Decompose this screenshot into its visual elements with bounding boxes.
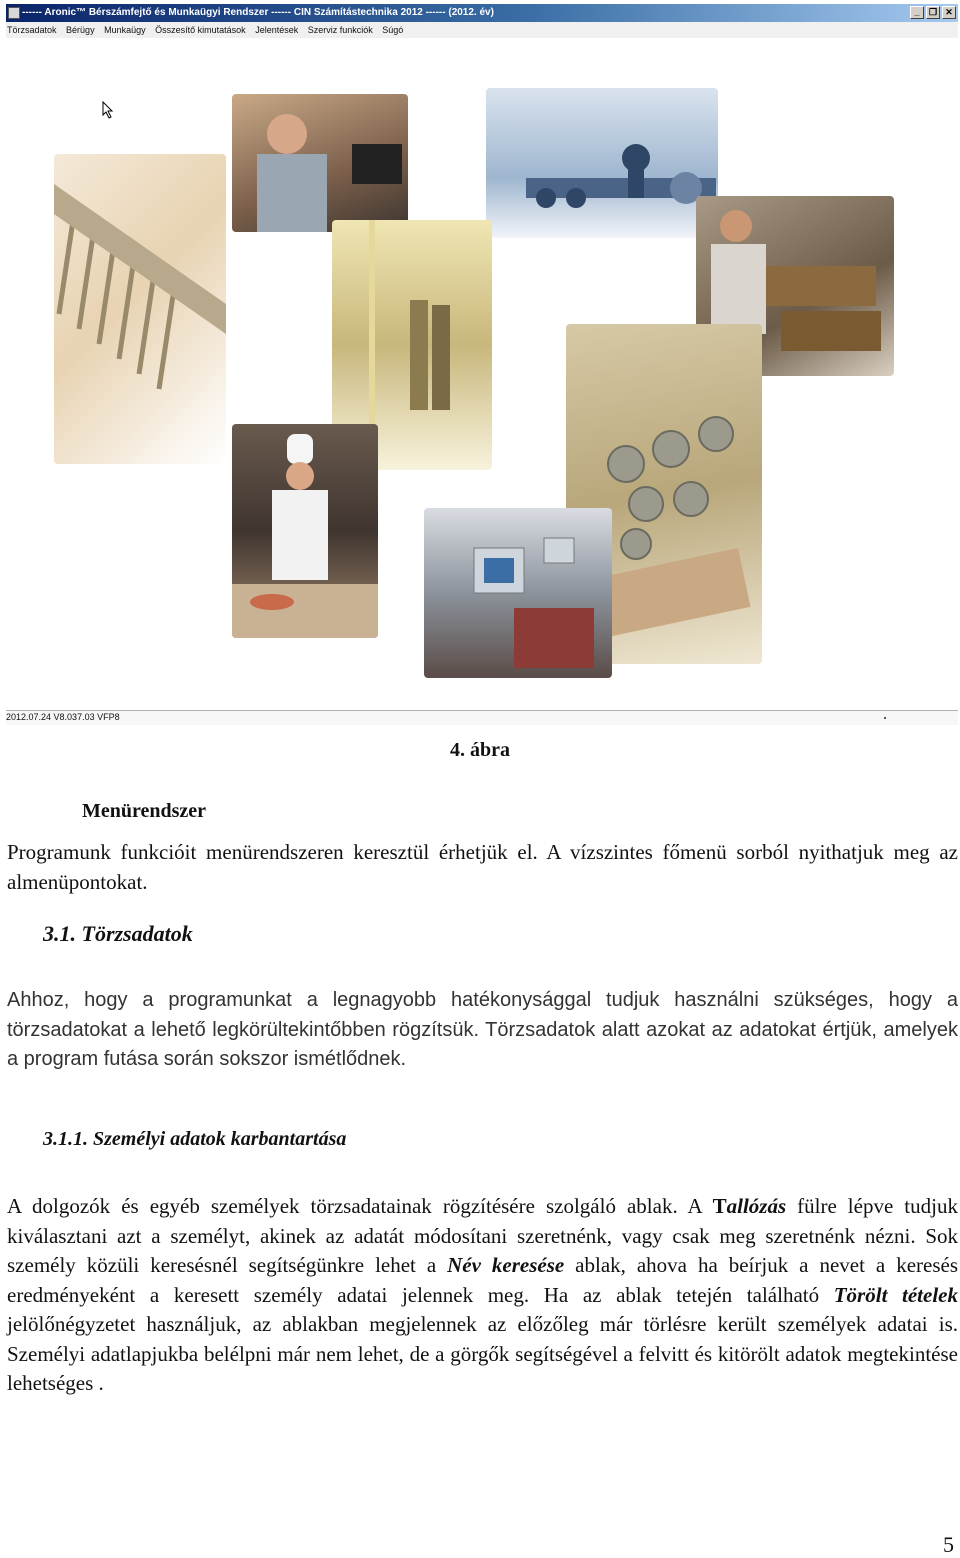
text-run: jelölőnégyzetet használjuk, az ablakban megjelennek az előzőleg már törlésre került személyek adatai is. Személyi adatlapjukba belélpni már nem lehet, de a görgők segítségével a felvitt és kitörölt adatok megtekintése lehetséges .: [7, 1312, 958, 1395]
close-button[interactable]: ✕: [942, 6, 956, 19]
figure-caption: 4. ábra: [450, 739, 510, 761]
section-heading-torzsadatok: 3.1. Törzsadatok: [43, 921, 193, 946]
circuit-chip-photo: [54, 154, 226, 464]
man-at-computer-photo: [232, 94, 408, 232]
page-number: 5: [943, 1532, 954, 1557]
app-icon: [8, 7, 20, 19]
menu-osszesito-kimutatasok[interactable]: Összesítő kimutatások: [155, 25, 246, 35]
app-screenshot: [6, 4, 958, 724]
menu-munkaugy[interactable]: Munkaügy: [104, 25, 146, 35]
subsection-heading-szemelyi-adatok: 3.1.1. Személyi adatok karbantartása: [43, 1128, 347, 1150]
window-titlebar: [6, 4, 958, 22]
emphasis-tallozas: allózás: [726, 1194, 787, 1218]
status-version-text: 2012.07.24 V8.037.03 VFP8: [6, 712, 120, 722]
paragraph-menu: Programunk funkcióit menürendszeren keresztül érhetjük el. A vízszintes főmenü sorból nyithatjuk meg az almenüpontokat.: [7, 840, 958, 894]
heading-menurendszer: Menürendszer: [82, 800, 207, 822]
minimize-button[interactable]: _: [910, 6, 924, 19]
computer-room-photo: [424, 508, 612, 678]
chef-photo: [232, 424, 378, 638]
emphasis-torolt-tetelek: Törölt tételek: [833, 1282, 958, 1307]
paragraph-torzsadatok: Ahhoz, hogy a programunkat a legnagyobb hatékonysággal tudjuk használni szükséges, hogy a törzsadatokat a lehető legkörültekintőbben rögzítsük. Törzsadatok alatt azokat az adatokat értjük, amelyek a program futása során sokszor ismétlődnek.: [7, 989, 958, 1070]
menu-szerviz-funkciok[interactable]: Szerviz funkciók: [307, 25, 373, 35]
status-dot: [884, 717, 886, 719]
emphasis-t: T: [712, 1194, 727, 1218]
text-run: A dolgozók és egyéb személyek törzsadatainak rögzítésére szolgáló ablak. A: [7, 1194, 713, 1218]
menu-sugo[interactable]: Súgó: [382, 25, 404, 35]
mouse-cursor-icon: [102, 101, 114, 119]
text-run: fülre lépve tudjuk kiválasztani azt a személyt, akinek az adatát módosítani szeretnénk, vagy csak meg szeretnénk nézni. Sok személy közüli keresésnél segítségünkre lehet a: [7, 1194, 958, 1277]
menu-berugy[interactable]: Bérügy: [66, 25, 95, 35]
menu-jelentesek[interactable]: Jelentések: [255, 25, 299, 35]
emphasis-nev-keresese: Név keresése: [447, 1253, 565, 1277]
menu-torzsadatok[interactable]: Törzsadatok: [7, 25, 57, 35]
restore-button[interactable]: ❐: [926, 6, 940, 19]
text-run: ablak, ahova ha beírjuk a nevet a keresés eredményeként a keresett személy adatai jelennek meg. Ha az ablak tetején található: [7, 1253, 958, 1307]
status-bar: [6, 710, 958, 725]
chess-pieces-photo: [486, 88, 718, 238]
window-title: ------ Aronic™ Bérszámfejtő és Munkaügyi Rendszer ------ CIN Számítástechnika 2012 ------ (2012. év): [22, 7, 494, 18]
menu-bar: [6, 22, 958, 38]
paragraph-szemelyi-adatok: [7, 1192, 958, 1399]
